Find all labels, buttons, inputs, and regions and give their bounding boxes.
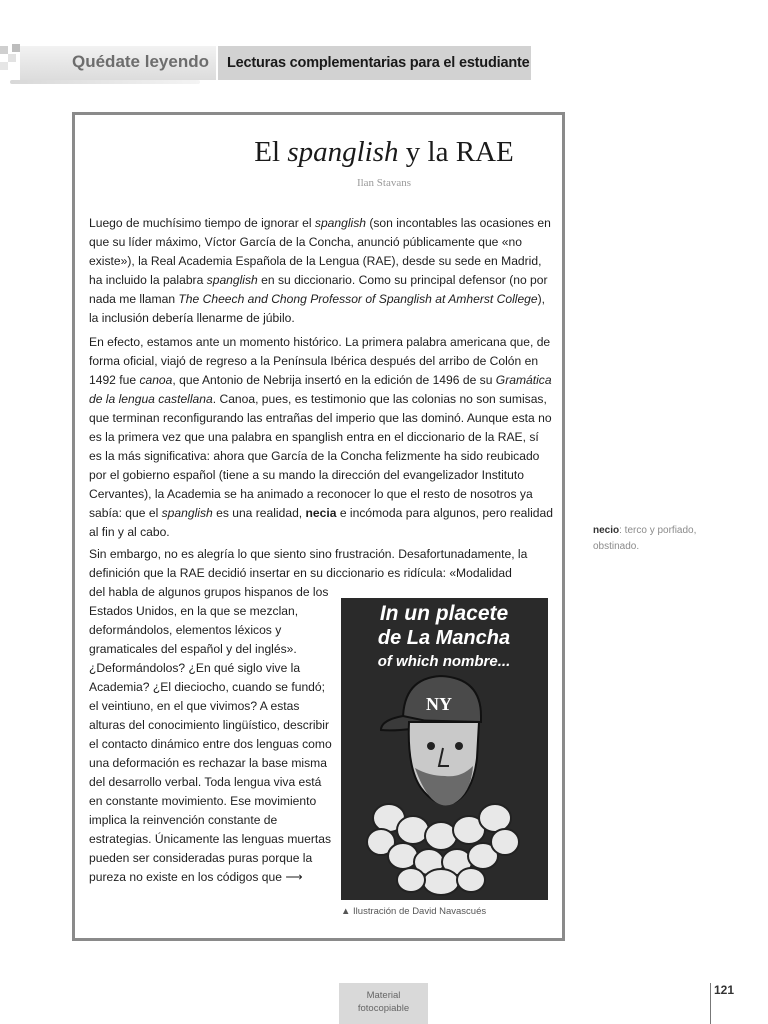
illustration-line-1: In un placete <box>379 602 509 625</box>
decor-pixel <box>12 44 20 52</box>
badge-line-1: Material <box>366 990 401 1001</box>
decor-pixel <box>0 46 8 54</box>
paragraph-3-column <box>89 583 334 887</box>
page-number: 121 <box>714 983 735 997</box>
text-run: ), la inclusión debería llenarme de júbilo. <box>89 292 546 325</box>
ny-logo-icon: NY <box>426 694 452 714</box>
illustration-line-3: of which nombre... <box>377 653 511 670</box>
paragraph-3-intro: Sin embargo, no es alegría lo que siento sino frustración. Desafortunadamente, la definición que la RAE decidió insertar en su diccionario es ridícula: «Modalidad <box>89 547 528 580</box>
subtitle-tab <box>218 46 531 80</box>
glossary-term-label: necio <box>593 525 620 536</box>
paragraph-2 <box>89 333 554 542</box>
article-author: Ilan Stavans <box>356 177 412 189</box>
tab-shadow <box>10 80 200 84</box>
caption-text: Ilustración de David Navascués <box>353 906 487 917</box>
text-run: , que Antonio de Nebrija insertó en la edición de 1496 de su <box>172 373 496 387</box>
text-run: . Canoa, pues, es testimonio que las colonias no son sumisas, que terminan reconfigurando las entrañas del imperio que las dominó. Aunque esta no es la primera vez que una palabra en spanglish entra en el diccionario de la RAE, sí es la más significativa: ahora que García de la Concha felizmente ha sido reubicado por el gobierno español (tiene a su mando la dirección del evangelizador Instituto Cervantes), la Academia se ha animado a reconocer lo que el resto de nosotros ya sabía: que el <box>89 392 552 520</box>
text-run: (son incontables las ocasiones en que su líder máximo, Víctor García de la Concha, anunció públicamente que «no existe»), la Real Academia Española de la Lengua (RAE), desde su sede en Madrid, ha incluido la palabra <box>89 216 551 287</box>
text-run: canoa <box>139 373 173 387</box>
glossary-term: necia <box>305 506 337 520</box>
text-run: e incómoda para algunos, pero realidad al fin y al cabo. <box>89 506 553 539</box>
text-run: en su diccionario. Como su principal defensor (no por nada me llaman <box>89 273 548 306</box>
illustration-graphic <box>341 598 548 900</box>
paragraph-1 <box>89 214 554 328</box>
text-run: spanglish <box>206 273 258 287</box>
article-title <box>0 136 768 169</box>
text-run: del habla de algunos grupos hispanos de los Estados Unidos, en la que se mezclan, deformándolos, elementos léxicos y gramaticales del español y del inglés». ¿Deformándolos? ¿En qué siglo vive la Academia? ¿El dieciocho, cuando se fundó; el veintiuno, en el que vivimos? A estas alturas del conocimiento lingüístico, describir el contacto dinámico entre dos lenguas como una deformación es rechazar la base misma del desarrollo verbal. Toda lengua viva está en constante movimiento. Ese movimiento implica la reinvención constante de estrategias. Únicamente las lenguas muertas pueden ser consideradas puras porque la pureza no existe en los códigos que <box>89 585 332 884</box>
illustration <box>341 598 548 900</box>
decor-pixel <box>8 54 16 62</box>
text-run: spanglish <box>314 216 366 230</box>
section-tab <box>20 46 216 80</box>
illustration-line-2: de La Mancha <box>377 627 511 649</box>
title-text: El <box>254 136 288 168</box>
decor-pixel <box>0 62 8 70</box>
title-emphasis: spanglish <box>287 136 399 168</box>
badge-line-2: fotocopiable <box>357 1003 410 1014</box>
continue-arrow-icon: ⟶ <box>285 870 303 884</box>
text-run: Luego de muchísimo tiempo de ignorar el <box>89 216 315 230</box>
section-title: Quédate leyendo <box>72 52 209 71</box>
text-run: spanglish <box>161 506 213 520</box>
title-text: y la RAE <box>398 136 514 168</box>
text-run: es una realidad, <box>212 506 306 520</box>
text-run: En efecto, estamos ante un momento histórico. La primera palabra americana que, de forma oficial, viajó de regreso a la Península Ibérica después del arribo de Colón en 1492 fue <box>89 335 551 387</box>
page-divider <box>710 983 711 1024</box>
glossary-definition: : terco y porfiado, obstinado. <box>593 525 697 552</box>
triangle-icon: ▲ <box>341 906 351 917</box>
section-subtitle: Lecturas complementarias para el estudiante <box>227 55 530 71</box>
illustration-caption <box>341 906 486 917</box>
text-run: The Cheech and Chong Professor of Spanglish at Amherst College <box>178 292 538 306</box>
text-run: Gramática de la lengua castellana <box>89 373 552 406</box>
photocopy-badge <box>339 983 428 1024</box>
glossary-note <box>593 523 743 555</box>
